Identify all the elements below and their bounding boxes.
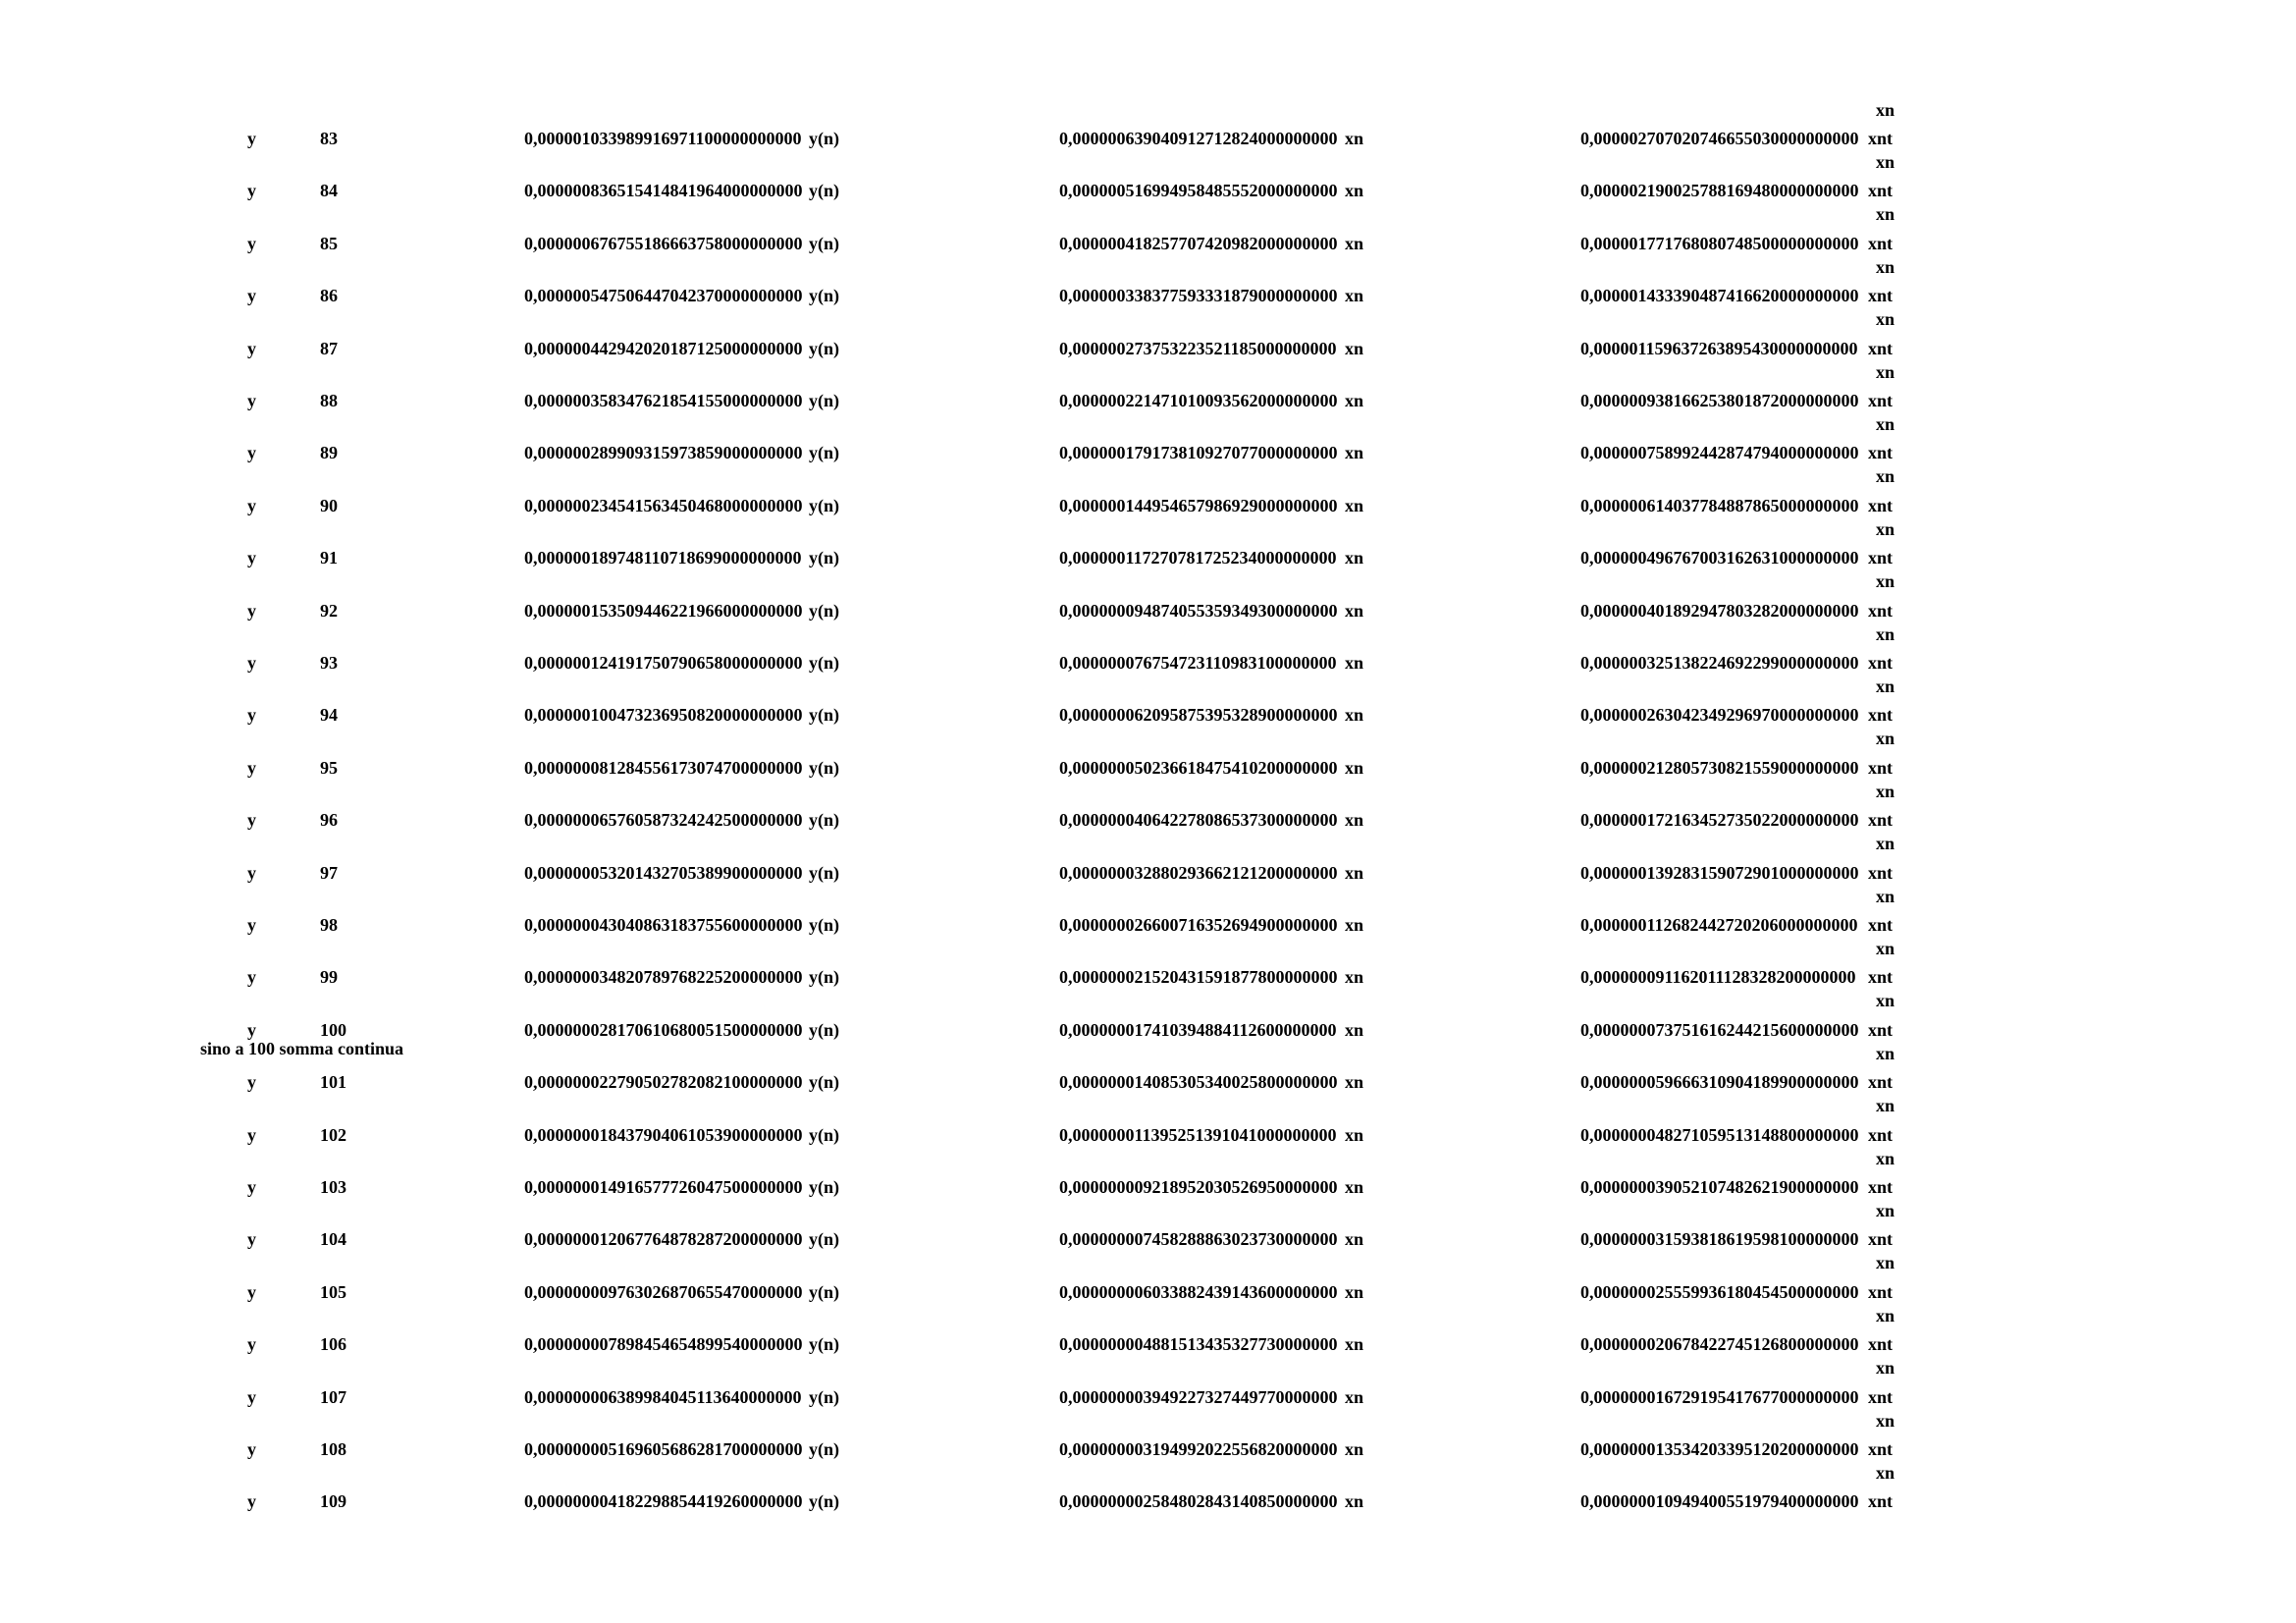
row-index: 103 xyxy=(320,1177,347,1197)
column-label-xn-between: xn xyxy=(1876,624,1896,644)
row-index: 88 xyxy=(320,391,338,410)
yn-value: 0,000001033989916971100000000000 xyxy=(524,129,802,148)
yn-label: y(n) xyxy=(809,1020,839,1040)
xn-label: xn xyxy=(1345,496,1364,515)
yn-label: y(n) xyxy=(809,863,839,883)
xnt-value: 0,000000013534203395120200000000 xyxy=(1580,1439,1859,1459)
xn-label: xn xyxy=(1345,339,1364,358)
xnt-value: 0,000002190025788169480000000000 xyxy=(1580,181,1859,200)
y-label: y xyxy=(247,443,256,462)
xn-label: xn xyxy=(1345,1387,1364,1407)
yn-value: 0,000000028170610680051500000000 xyxy=(524,1020,803,1040)
xnt-value: 0,000000758992442874794000000000 xyxy=(1580,443,1859,462)
xn-label: xn xyxy=(1345,863,1364,883)
xn-value: 0,000000418257707420982000000000 xyxy=(1059,234,1338,253)
row-index: 109 xyxy=(320,1491,347,1511)
yn-label: y(n) xyxy=(809,234,839,253)
y-label: y xyxy=(247,967,256,987)
column-label-xn-between: xn xyxy=(1876,1253,1896,1272)
y-label: y xyxy=(247,339,256,358)
xnt-value: 0,000000212805730821559000000000 xyxy=(1580,758,1859,778)
xnt-value: 0,000000025559936180454500000000 xyxy=(1580,1282,1859,1302)
xnt-value: 0,000000039052107482621900000000 xyxy=(1580,1177,1859,1197)
yn-label: y(n) xyxy=(809,758,839,778)
yn-label: y(n) xyxy=(809,548,839,568)
row-index: 91 xyxy=(320,548,338,568)
xnt-value: 0,000000938166253801872000000000 xyxy=(1580,391,1859,410)
note-sum-continuation: sino a 100 somma continua xyxy=(200,1039,404,1058)
yn-value: 0,000000547506447042370000000000 xyxy=(524,286,803,305)
xn-value: 0,000000094874055359349300000000 xyxy=(1059,601,1338,621)
xnt-label: xnt xyxy=(1868,1334,1894,1354)
yn-value: 0,000000005169605686281700000000 xyxy=(524,1439,803,1459)
yn-label: y(n) xyxy=(809,601,839,621)
xn-label: xn xyxy=(1345,758,1364,778)
yn-value: 0,000000358347621854155000000000 xyxy=(524,391,803,410)
xnt-label: xnt xyxy=(1868,1072,1894,1092)
xnt-label: xnt xyxy=(1868,863,1894,883)
column-label-xn-between: xn xyxy=(1876,309,1896,329)
xn-label: xn xyxy=(1345,391,1364,410)
yn-label: y(n) xyxy=(809,129,839,148)
xn-label: xn xyxy=(1345,967,1364,987)
xnt-value: 0,000000401892947803282000000000 xyxy=(1580,601,1859,621)
xn-value: 0,000000062095875395328900000000 xyxy=(1059,705,1338,725)
xnt-value: 0,000000112682442720206000000000 xyxy=(1580,915,1858,935)
column-label-xn-between: xn xyxy=(1876,1201,1896,1220)
yn-value: 0,000000014916577726047500000000 xyxy=(524,1177,803,1197)
row-index: 89 xyxy=(320,443,338,462)
xn-label: xn xyxy=(1345,1282,1364,1302)
xn-value: 0,000000006033882439143600000000 xyxy=(1059,1282,1338,1302)
y-label: y xyxy=(247,548,256,568)
yn-value: 0,000000043040863183755600000000 xyxy=(524,915,803,935)
column-label-xn-between: xn xyxy=(1876,257,1896,277)
xnt-label: xnt xyxy=(1868,339,1894,358)
xnt-label: xnt xyxy=(1868,1229,1894,1249)
column-label-xn-between: xn xyxy=(1876,571,1896,591)
column-label-xn-between: xn xyxy=(1876,204,1896,224)
xn-value: 0,000000014085305340025800000000 xyxy=(1059,1072,1338,1092)
xn-label: xn xyxy=(1345,653,1364,673)
xnt-label: xnt xyxy=(1868,1177,1894,1197)
column-label-xn-between: xn xyxy=(1876,1358,1896,1378)
yn-value: 0,000000018437904061053900000000 xyxy=(524,1125,803,1145)
xn-value: 0,000000050236618475410200000000 xyxy=(1059,758,1338,778)
y-label: y xyxy=(247,129,256,148)
yn-value: 0,000000676755186663758000000000 xyxy=(524,234,803,253)
row-index: 108 xyxy=(320,1439,347,1459)
xnt-label: xnt xyxy=(1868,391,1894,410)
yn-label: y(n) xyxy=(809,391,839,410)
xn-label: xn xyxy=(1345,1125,1364,1145)
yn-label: y(n) xyxy=(809,1177,839,1197)
yn-value: 0,000000009763026870655470000000 xyxy=(524,1282,803,1302)
yn-value: 0,000000007898454654899540000000 xyxy=(524,1334,803,1354)
column-label-xn-between: xn xyxy=(1876,991,1896,1010)
xn-label: xn xyxy=(1345,234,1364,253)
yn-label: y(n) xyxy=(809,1491,839,1511)
xn-value: 0,000000017410394884112600000000 xyxy=(1059,1020,1337,1040)
yn-value: 0,000000100473236950820000000000 xyxy=(524,705,803,725)
yn-value: 0,000000006389984045113640000000 xyxy=(524,1387,802,1407)
column-label-xn-between: xn xyxy=(1876,782,1896,801)
xnt-value: 0,000000073751616244215600000000 xyxy=(1580,1020,1859,1040)
xn-value: 0,000000011395251391041000000000 xyxy=(1059,1125,1337,1145)
xnt-label: xnt xyxy=(1868,758,1894,778)
xn-label: xn xyxy=(1345,705,1364,725)
xn-label: xn xyxy=(1345,1020,1364,1040)
y-label: y xyxy=(247,810,256,830)
xnt-value: 0,000000325138224692299000000000 xyxy=(1580,653,1859,673)
yn-value: 0,000000442942020187125000000000 xyxy=(524,339,803,358)
column-label-xn-between: xn xyxy=(1876,1411,1896,1431)
xn-value: 0,000000002584802843140850000000 xyxy=(1059,1491,1338,1511)
y-label: y xyxy=(247,1387,256,1407)
row-index: 100 xyxy=(320,1020,347,1040)
column-label-xn-between: xn xyxy=(1876,939,1896,958)
column-label-xn-between: xn xyxy=(1876,519,1896,539)
xnt-value: 0,000001433390487416620000000000 xyxy=(1580,286,1859,305)
yn-label: y(n) xyxy=(809,1125,839,1145)
yn-value: 0,000000081284556173074700000000 xyxy=(524,758,803,778)
xn-value: 0,000000076754723110983100000000 xyxy=(1059,653,1337,673)
y-label: y xyxy=(247,1229,256,1249)
xn-value: 0,000000040642278086537300000000 xyxy=(1059,810,1338,830)
column-label-xn-between: xn xyxy=(1876,676,1896,696)
xnt-label: xnt xyxy=(1868,1020,1894,1040)
xnt-label: xnt xyxy=(1868,653,1894,673)
y-label: y xyxy=(247,496,256,515)
xnt-value: 0,000000263042349296970000000000 xyxy=(1580,705,1859,725)
column-label-xn-between: xn xyxy=(1876,1306,1896,1325)
row-index: 107 xyxy=(320,1387,347,1407)
y-label: y xyxy=(247,705,256,725)
row-index: 101 xyxy=(320,1072,347,1092)
row-index: 98 xyxy=(320,915,338,935)
xn-value: 0,000000338377593331879000000000 xyxy=(1059,286,1338,305)
y-label: y xyxy=(247,1125,256,1145)
yn-label: y(n) xyxy=(809,915,839,935)
yn-value: 0,000000124191750790658000000000 xyxy=(524,653,803,673)
row-index: 94 xyxy=(320,705,338,725)
xn-label: xn xyxy=(1345,181,1364,200)
xnt-value: 0,000000048271059513148800000000 xyxy=(1580,1125,1859,1145)
yn-value: 0,000000004182298854419260000000 xyxy=(524,1491,803,1511)
xnt-value: 0,000000091162011128328200000000 xyxy=(1580,967,1856,987)
xnt-label: xnt xyxy=(1868,129,1894,148)
xnt-value: 0,000000010949400551979400000000 xyxy=(1580,1491,1859,1511)
xn-value: 0,000000003194992022556820000000 xyxy=(1059,1439,1338,1459)
row-index: 90 xyxy=(320,496,338,515)
xn-value: 0,000000117270781725234000000000 xyxy=(1059,548,1337,568)
y-label: y xyxy=(247,601,256,621)
xn-label: xn xyxy=(1345,1177,1364,1197)
yn-value: 0,000000189748110718699000000000 xyxy=(524,548,802,568)
xn-value: 0,000000009218952030526950000000 xyxy=(1059,1177,1338,1197)
yn-value: 0,000000289909315973859000000000 xyxy=(524,443,803,462)
yn-label: y(n) xyxy=(809,1282,839,1302)
xnt-value: 0,000000496767003162631000000000 xyxy=(1580,548,1859,568)
xn-value: 0,000000273753223521185000000000 xyxy=(1059,339,1337,358)
y-label: y xyxy=(247,653,256,673)
xnt-label: xnt xyxy=(1868,705,1894,725)
column-label-xn-between: xn xyxy=(1876,362,1896,382)
row-index: 87 xyxy=(320,339,338,358)
y-label: y xyxy=(247,391,256,410)
column-label-xn-between: xn xyxy=(1876,729,1896,748)
xnt-value: 0,000000059666310904189900000000 xyxy=(1580,1072,1859,1092)
row-index: 106 xyxy=(320,1334,347,1354)
column-label-xn-between: xn xyxy=(1876,1463,1896,1483)
row-index: 85 xyxy=(320,234,338,253)
yn-label: y(n) xyxy=(809,967,839,987)
y-label: y xyxy=(247,1072,256,1092)
xn-label: xn xyxy=(1345,1491,1364,1511)
xnt-value: 0,000001159637263895430000000000 xyxy=(1580,339,1858,358)
xnt-label: xnt xyxy=(1868,443,1894,462)
xn-label: xn xyxy=(1345,1439,1364,1459)
row-index: 95 xyxy=(320,758,338,778)
xnt-label: xnt xyxy=(1868,1439,1894,1459)
xn-label: xn xyxy=(1345,129,1364,148)
yn-label: y(n) xyxy=(809,1387,839,1407)
xnt-label: xnt xyxy=(1868,496,1894,515)
row-index: 97 xyxy=(320,863,338,883)
column-label-xn-between: xn xyxy=(1876,1096,1896,1115)
xn-value: 0,000000639040912712824000000000 xyxy=(1059,129,1338,148)
xn-value: 0,000000179173810927077000000000 xyxy=(1059,443,1338,462)
row-index: 104 xyxy=(320,1229,347,1249)
yn-label: y(n) xyxy=(809,1334,839,1354)
xnt-value: 0,000000031593818619598100000000 xyxy=(1580,1229,1859,1249)
xn-value: 0,000000007458288863023730000000 xyxy=(1059,1229,1338,1249)
xn-value: 0,000000221471010093562000000000 xyxy=(1059,391,1338,410)
xnt-label: xnt xyxy=(1868,1387,1894,1407)
xnt-label: xnt xyxy=(1868,1125,1894,1145)
xnt-value: 0,000001771768080748500000000000 xyxy=(1580,234,1859,253)
xnt-value: 0,000000139283159072901000000000 xyxy=(1580,863,1859,883)
yn-label: y(n) xyxy=(809,810,839,830)
xnt-label: xnt xyxy=(1868,1491,1894,1511)
yn-label: y(n) xyxy=(809,705,839,725)
yn-label: y(n) xyxy=(809,1229,839,1249)
xn-label: xn xyxy=(1345,443,1364,462)
xn-value: 0,000000026600716352694900000000 xyxy=(1059,915,1338,935)
column-label-xn-between: xn xyxy=(1876,466,1896,486)
yn-value: 0,000000053201432705389900000000 xyxy=(524,863,803,883)
xn-label: xn xyxy=(1345,915,1364,935)
column-label-xn-between: xn xyxy=(1876,152,1896,172)
xnt-label: xnt xyxy=(1868,286,1894,305)
column-label-xn-between: xn xyxy=(1876,414,1896,434)
yn-value: 0,000000836515414841964000000000 xyxy=(524,181,803,200)
xnt-value: 0,000000614037784887865000000000 xyxy=(1580,496,1859,515)
row-index: 105 xyxy=(320,1282,347,1302)
xn-value: 0,000000516994958485552000000000 xyxy=(1059,181,1338,200)
xnt-value: 0,000000172163452735022000000000 xyxy=(1580,810,1859,830)
xnt-value: 0,000000020678422745126800000000 xyxy=(1580,1334,1859,1354)
yn-value: 0,000000034820789768225200000000 xyxy=(524,967,803,987)
yn-label: y(n) xyxy=(809,496,839,515)
xn-label: xn xyxy=(1345,810,1364,830)
column-label-xn-between: xn xyxy=(1876,1149,1896,1168)
yn-value: 0,000000153509446221966000000000 xyxy=(524,601,803,621)
y-label: y xyxy=(247,1177,256,1197)
yn-label: y(n) xyxy=(809,339,839,358)
row-index: 102 xyxy=(320,1125,347,1145)
y-label: y xyxy=(247,1020,256,1040)
y-label: y xyxy=(247,1282,256,1302)
column-label-xn-between: xn xyxy=(1876,887,1896,906)
yn-label: y(n) xyxy=(809,181,839,200)
y-label: y xyxy=(247,1439,256,1459)
yn-label: y(n) xyxy=(809,443,839,462)
y-label: y xyxy=(247,915,256,935)
row-index: 86 xyxy=(320,286,338,305)
y-label: y xyxy=(247,181,256,200)
y-label: y xyxy=(247,1491,256,1511)
y-label: y xyxy=(247,758,256,778)
yn-label: y(n) xyxy=(809,1439,839,1459)
yn-label: y(n) xyxy=(809,286,839,305)
y-label: y xyxy=(247,286,256,305)
yn-value: 0,000000012067764878287200000000 xyxy=(524,1229,803,1249)
column-label-xn-top: xn xyxy=(1876,100,1896,120)
xn-label: xn xyxy=(1345,601,1364,621)
xnt-label: xnt xyxy=(1868,181,1894,200)
xn-label: xn xyxy=(1345,286,1364,305)
xnt-label: xnt xyxy=(1868,967,1894,987)
yn-label: y(n) xyxy=(809,1072,839,1092)
xnt-label: xnt xyxy=(1868,548,1894,568)
xn-label: xn xyxy=(1345,1072,1364,1092)
row-index: 96 xyxy=(320,810,338,830)
yn-value: 0,000000065760587324242500000000 xyxy=(524,810,803,830)
xnt-label: xnt xyxy=(1868,915,1894,935)
xn-value: 0,000000003949227327449770000000 xyxy=(1059,1387,1338,1407)
column-label-xn-between: xn xyxy=(1876,1044,1896,1063)
column-label-xn-between: xn xyxy=(1876,834,1896,853)
xn-value: 0,000000144954657986929000000000 xyxy=(1059,496,1338,515)
y-label: y xyxy=(247,1334,256,1354)
y-label: y xyxy=(247,234,256,253)
xnt-label: xnt xyxy=(1868,1282,1894,1302)
row-index: 84 xyxy=(320,181,338,200)
row-index: 83 xyxy=(320,129,338,148)
y-label: y xyxy=(247,863,256,883)
row-index: 92 xyxy=(320,601,338,621)
xnt-label: xnt xyxy=(1868,601,1894,621)
xnt-label: xnt xyxy=(1868,234,1894,253)
xn-label: xn xyxy=(1345,1334,1364,1354)
yn-label: y(n) xyxy=(809,653,839,673)
xnt-label: xnt xyxy=(1868,810,1894,830)
row-index: 99 xyxy=(320,967,338,987)
xn-label: xn xyxy=(1345,1229,1364,1249)
xn-label: xn xyxy=(1345,548,1364,568)
xn-value: 0,000000021520431591877800000000 xyxy=(1059,967,1338,987)
xnt-value: 0,000000016729195417677000000000 xyxy=(1580,1387,1859,1407)
yn-value: 0,000000234541563450468000000000 xyxy=(524,496,803,515)
row-index: 93 xyxy=(320,653,338,673)
xn-value: 0,000000004881513435327730000000 xyxy=(1059,1334,1338,1354)
yn-value: 0,000000022790502782082100000000 xyxy=(524,1072,803,1092)
xn-value: 0,000000032880293662121200000000 xyxy=(1059,863,1338,883)
xnt-value: 0,000002707020746655030000000000 xyxy=(1580,129,1859,148)
